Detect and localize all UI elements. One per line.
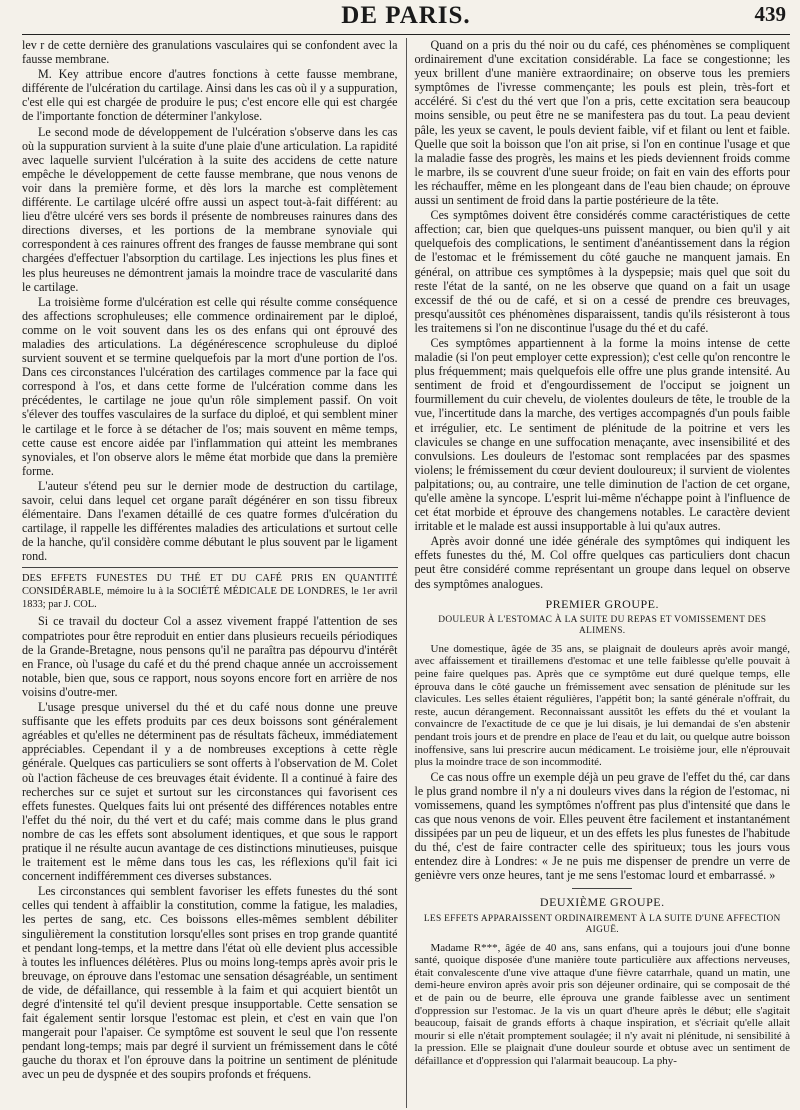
- article-title: DES EFFETS FUNESTES DU THÉ ET DU CAFÉ PRIS EN QUANTITÉ CONSIDÉRABLE, mémoire lu à la SOCIÉTÉ MÉDICALE DE LONDRES, le 1er avril 1833; par J. COL.: [22, 567, 398, 611]
- right-column: [406, 38, 791, 1108]
- case-report: Une domestique, âgée de 35 ans, se plaignait de douleurs après avoir mangé, avec affaissement et tiraillemens d'estomac et une telle faiblesse qu'elle pouvait à peine faire quelques pas. Après que ce symptôme eut duré quelque temps, elle éprouva dans le côté gauche un frémissement avec sensation de plénitude sur les clavicules. Les selles étaient régulières, l'appétit bon; la santé générale n'offrait, du reste, aucun dérangement. Reconnaissant aussitôt les effets du thé et voulant la convaincre de l'exactitude de ce que je lui disais, je lui demandai de s'en abstenir pendant trois jours et de prendre en place de l'eau et du lait, ou quelque autre boisson inoffensive, sans lui prescrire aucun médicament. Le troisième jour, elle n'éprouvait plus la moindre trace de son incommodité.: [414, 642, 790, 769]
- section-heading: DEUXIÈME GROUPE.: [539, 895, 665, 910]
- divider: [572, 888, 632, 889]
- page-number: 439: [754, 2, 786, 26]
- section-subheading: DOULEUR À L'ESTOMAC À LA SUITE DU REPAS ET VOMISSEMENT DES ALIMENS.: [438, 614, 767, 637]
- paragraph: L'usage presque universel du thé et du café nous donne une preuve suffisante que les effets produits par ces deux boissons sont généralement agréables et qu'elles ne déterminent pas de résultats fâcheux, immédiatement appréciables. Cependant il y a de nombreuses exceptions à cette règle générale. Quelques cas particuliers se sont offerts à l'observation de M. Colet où l'action fâcheuse de ces breuvages était évidente. Il a continué à faire des recherches sur ce sujet et surtout sur les circonstances qui favorisent ces effets funestes. Quelques faits lui ont présenté des différences notables entre l'effet du thé noir, du thé vert et du café; mais comme dans le plus grand nombre de cas les effets sont absolument identiques, et que sous le rapport pratique il ne résulte aucun avantage de ces distinctions minutieuses, puisque le traitement est le même dans tous les cas, les réflexions qu'il fait ici concernent indifféremment ces diverses substances.: [22, 700, 398, 884]
- paragraph: Les circonstances qui semblent favoriser les effets funestes du thé sont celles qui tendent à affaiblir la constitution, comme la fatigue, les maladies, les pertes de sang, etc. Ces boissons elles-mêmes semblent débiliter singulièrement la constitution lorsqu'elles sont prises en trop grande quantité et pendant long-temps, et la mettre dans l'état où elle devient plus accessible à toutes les influences délétères. Plus ou moins long-temps après avoir pris le breuvage, on éprouve dans l'estomac une sensation désagréable, un sentiment de vide, de défaillance, qui ressemble à la faim et qui acquiert bientôt un degré d'intensité tel qu'il devient presque insupportable. Cette sensation se fait également sentir lorsque l'estomac est plein, et c'est en vain que l'on mangerait pour l'apaiser. Ce symptôme est souvent le seul que l'on ressente pendant long-temps; mais par degré il survient un frémissement dans le côté gauche du thorax et l'on éprouve dans la poitrine un sentiment de plénitude avec un peu de dyspnée et des soupirs profonds et fréquens.: [22, 884, 398, 1082]
- paragraph: Le second mode de développement de l'ulcération s'observe dans les cas où la suppuration survient à la suite d'une plaie d'une articulation. La rapidité avec laquelle survient l'ulcération à la suite des accidens de cette nature empêche le développement de cette fausse membrane, que nous venons de voir dans la première forme, et dès lors la marche est complètement différente. Le cartilage ulcéré offre aussi un aspect tout-à-fait différent: au lieu d'être ulcéré vers ses bords il présente de nombreuses rainures dans des directions diverses, et les portions de la membrane synoviale qui correspondent à ces rainures offrent des franges de fausse membrane qui sont chargées d'effectuer l'absorption du cartilage. Les injections les plus fines et les plus heureuses ne démontrent jamais la moindre trace de vascularité dans le cartilage.: [22, 124, 398, 294]
- section-heading: PREMIER GROUPE.: [545, 596, 659, 611]
- paragraph: lev r de cette dernière des granulations vasculaires qui se confondent avec la fausse membrane.: [22, 38, 398, 67]
- running-title: DE PARIS.: [341, 2, 471, 29]
- paragraph: Quand on a pris du thé noir ou du café, ces phénomènes se compliquent ordinairement d'une excitation considérable. La face se congestionne; les yeux brillent d'une manière extraordinaire; on observe tous les premiers symptômes de l'ivresse commençante; les pouls est plein, très-fort et accéléré. Si c'est du thé vert que l'on a pris, cette excitation sera beaucoup moins sensible, ou peut être ne se manifestera pas du tout. La peau devient pâle, les yeux se cavent, le pouls devient faible, vif et filant ou lent et faible. Quelle que soit la boisson que l'on ait prise, si l'on en continue l'usage et que la maladie fasse des progrès, les mains et les pieds deviennent froids comme le marbre, ils se couvrent d'une sueur froide; on fait en vain des efforts pour les réchauffer, même en les plongeant dans de l'eau bien chaude; on éprouve aussi un sentiment de froid dans la partie postérieure de la tête.: [414, 38, 790, 208]
- paragraph: M. Key attribue encore d'autres fonctions à cette fausse membrane, différente de l'ulcération du cartilage. Ainsi dans les cas où il y a suppuration, c'est elle qui est chargée de produire le pus; c'est encore elle qui est chargée de l'importante fonction de déterminer l'ankylose.: [22, 67, 398, 124]
- section-subheading: LES EFFETS APPARAISSENT ORDINAIREMENT À LA SUITE D'UNE AFFECTION AIGUË.: [423, 913, 781, 936]
- paragraph: Après avoir donné une idée générale des symptômes qui indiquent les effets funestes du thé, M. Col offre quelques cas particuliers dont chacun peut être considéré comme représentant un groupe dans lequel on observe des symptômes analogues.: [414, 534, 790, 591]
- two-column-body: [22, 38, 790, 1108]
- paragraph: Ces symptômes appartiennent à la forme la moins intense de cette maladie (si l'on peut employer cette expression); c'est celle qu'on rencontre le plus fréquemment; mais quelquefois elle offre une plus grande intensité. Au sentiment de froid et d'engourdissement de l'occiput se joignent un fourmillement du cuir chevelu, de violentes douleurs de tête, le trouble de la vue, l'incertitude dans la marche, des vertiges accompagnés d'un pouls faible et irrégulier, etc. Le sentiment de plénitude de la poitrine et vers les clavicules se change en une suffocation menaçante, avec insensibilité et des convulsions. Les douleurs de l'estomac sont remplacées par des spasmes violens; le frémissement du cœur devient douloureux; il survient de violentes palpitations; ou, au contraire, une telle diminution de l'action de cet organe, qu'elle amène la syncope. L'esprit lui-même n'échappe point à l'influence de cet état morbide et éprouve des changemens notables. Le caractère devient irritable et le malade est aussi insupportable à lui qu'aux autres.: [414, 335, 790, 534]
- paragraph: Ces symptômes doivent être considérés comme caractéristiques de cette affection; car, bien que quelques-uns puissent manquer, ou bien qu'il y ait quelquefois des complications, le sentiment d'anéantissement dans la région de l'estomac et le frémissement du côté gauche ne manquent jamais. En général, on attribue ces symptômes à la dyspepsie; mais quel que soit du reste l'état de la santé, on ne les observe que quand on a fait un usage excessif de thé ou de café, et si on a cessé de prendre ces breuvages, presqu'aussitôt ces phénomènes disparaissent, tandis qu'ils résisteront à tous les traitemens si l'on ne discontinue l'usage du thé et du café.: [414, 208, 790, 335]
- case-report: Madame R***, âgée de 40 ans, sans enfans, qui a toujours joui d'une bonne santé, quoique disposée d'une manière toute particulière aux affections nerveuses, était convalescente d'une vive attaque d'une fièvre catarrhale, quand un matin, une demi-heure environ après avoir pris son déjeuner ordinaire, qui se composait de thé et de pain ou de beurre, elle éprouva une grande faiblesse avec un sentiment d'oppression sur l'estomac. Je la vis un quart d'heure après le début; elle s'agitait beaucoup, faisait de grands efforts à chaque inspiration, et s'écriait qu'elle allait mourir si elle n'était promptement soulagée; il n'y avait ni plénitude, ni sensibilité à la pression. Elle se plaignait d'une douleur sourde et obtuse avec un sentiment de défaillance et d'oppression qui l'alarmait beaucoup. La phy-: [414, 941, 790, 1067]
- paragraph: La troisième forme d'ulcération est celle qui résulte comme conséquence des affections scrophuleuses; elle commence ordinairement par le diploé, comme on le voit souvent dans les os des enfans qui ont éprouvé des maladies des articulations. La dégénérescence scrophuleuse du diploé survient souvent et se termine quelquefois par la mort d'une portion de l'os. Dans ces circonstances l'ulcération des cartilages commence par la face qui correspond à l'os, et dans cette forme de l'ulcération comme dans les précédentes, le cartilage ne joue qu'un rôle simplement passif. On voit s'élever des touffes vasculaires de la surface du diploé, et qui semblent miner le cartilage et le force à se détacher de l'os; mais souvent en même temps, cette cause est encore aidée par l'inflammation qui atteint les membranes synoviales, et l'on observe alors le même état morbide que dans la première forme.: [22, 294, 398, 478]
- page-header: [22, 0, 790, 35]
- paragraph: L'auteur s'étend peu sur le dernier mode de destruction du cartilage, savoir, celui dans lequel cet organe paraît dégénérer en son tissu fibreux élémentaire. Dans l'examen détaillé de ces quatre formes d'ulcération du cartilage, il rappelle les différentes maladies des articulations et surtout celle de la hanche, qu'il considère comme débutant le plus souvent par le ligament rond.: [22, 478, 398, 564]
- left-column: [22, 38, 406, 1108]
- paragraph: Si ce travail du docteur Col a assez vivement frappé l'attention de ses compatriotes pour être reproduit en entier dans plusieurs recueils périodiques de la Grande-Bretagne, nous pensons qu'il ne paraîtra pas dépourvu d'intérêt en France, où l'usage du café et du thé prend chaque année un accroissement notable, bien que, sous ce rapport, nous soyons encore fort en arrière de nos voisins d'outre-mer.: [22, 614, 398, 699]
- paragraph: Ce cas nous offre un exemple déjà un peu grave de l'effet du thé, car dans le plus grand nombre il n'y a ni douleurs vives dans la région de l'estomac, ni vomissemens, quand les symptômes n'offrent pas plus d'intensité que dans le cas que nous venons de voir. Elles peuvent être facilement et instantanément dissipées par un peu de liqueur, et un des effets les plus funestes de l'habitude du thé, c'est de faire contracter celle des spiritueux; tous les jours vous entendez dire à Londres: « Je ne puis me dispenser de prendre un verre de genièvre vers onze heures, tant je me sens l'estomac lourd et embarrassé. »: [414, 769, 790, 883]
